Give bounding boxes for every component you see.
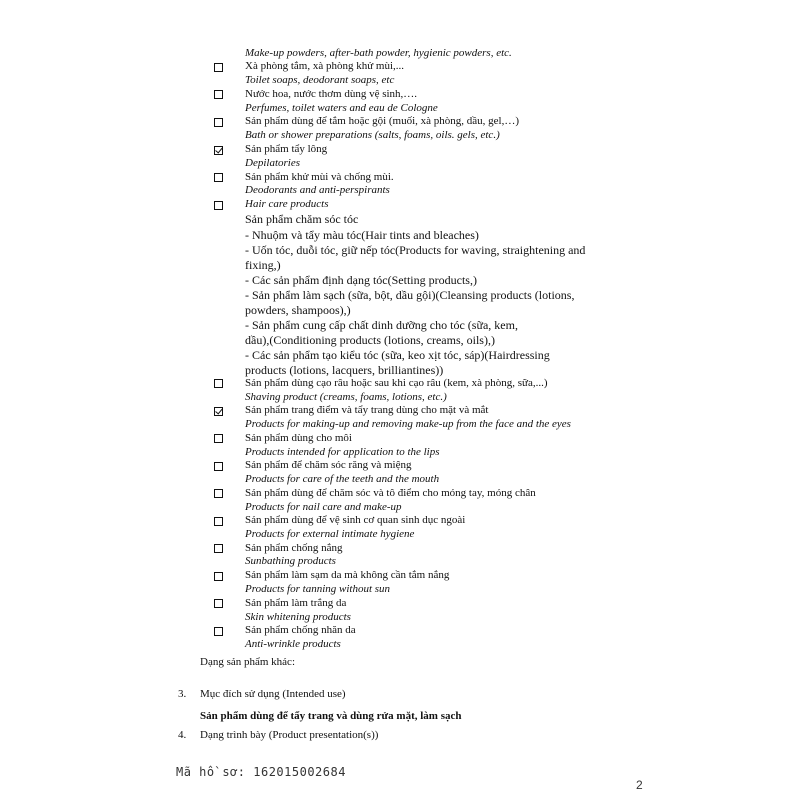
- checkbox-sunbathing[interactable]: [214, 544, 223, 553]
- category-vi: Sản phẩm dùng để chăm sóc và tô điểm cho móng tay, móng chân: [245, 487, 536, 499]
- checkbox-anti-wrinkle[interactable]: [214, 627, 223, 636]
- checkbox-intimate-hygiene[interactable]: [214, 517, 223, 526]
- section-title: Mục đích sử dụng (Intended use): [200, 688, 346, 700]
- dossier-code: Mã hồ sơ: 162015002684: [176, 765, 346, 779]
- checkbox-bath-shower[interactable]: [214, 118, 223, 127]
- category-vi: Sản phẩm dùng để vệ sinh cơ quan sinh dục ngoài: [245, 514, 466, 526]
- section-number: 3.: [178, 688, 187, 700]
- checkbox-deodorants[interactable]: [214, 173, 223, 182]
- category-en: Anti-wrinkle products: [245, 638, 341, 650]
- category-en: Products for care of the teeth and the mouth: [245, 473, 440, 485]
- category-en: Products for tanning without sun: [245, 583, 391, 595]
- checkbox-hair-care[interactable]: [214, 201, 223, 210]
- category-en: Sunbathing products: [245, 555, 336, 567]
- category-vi: Xà phòng tắm, xà phòng khử mùi,...: [245, 60, 405, 72]
- other-forms-label: Dạng sản phẩm khác:: [200, 656, 295, 668]
- section-number: 4.: [178, 729, 187, 741]
- category-en: Perfumes, toilet waters and eau de Cologne: [245, 102, 438, 114]
- checkbox-make-up-removal[interactable]: [214, 407, 223, 416]
- category-en: Depilatories: [245, 157, 300, 169]
- category-en: Toilet soaps, deodorant soaps, etc: [245, 74, 395, 86]
- category-vi: Sản phẩm chống nắng: [245, 542, 343, 554]
- checkbox-perfumes[interactable]: [214, 90, 223, 99]
- category-vi: Sản phẩm làm trắng da: [245, 597, 347, 609]
- category-en: Bath or shower preparations (salts, foams, oils. gels, etc.): [245, 129, 500, 141]
- checkbox-tanning[interactable]: [214, 572, 223, 581]
- checkbox-nail-care[interactable]: [214, 489, 223, 498]
- category-en: Skin whitening products: [245, 611, 351, 623]
- category-vi: Sản phẩm để chăm sóc răng và miệng: [245, 459, 412, 471]
- category-en: Deodorants and anti-perspirants: [245, 184, 390, 196]
- category-vi: Sản phẩm dùng cho môi: [245, 432, 352, 444]
- category-vi: Sản phẩm chống nhăn da: [245, 624, 356, 636]
- checkbox-lips[interactable]: [214, 434, 223, 443]
- category-en: Products for nail care and make-up: [245, 501, 402, 513]
- category-vi: Sản phẩm tẩy lông: [245, 143, 328, 155]
- category-vi: Sản phẩm làm sạm da mà không cần tắm nắng: [245, 569, 450, 581]
- hair-subitem: - Các sản phẩm định dạng tóc(Setting products,): [245, 273, 477, 287]
- intended-use-answer: Sản phẩm dùng để tẩy trang và dùng rửa mặt, làm sạch: [200, 710, 462, 722]
- checkbox-toilet-soaps[interactable]: [214, 63, 223, 72]
- hair-subitem: - Nhuộm và tẩy màu tóc(Hair tints and bleaches): [245, 228, 479, 242]
- checkbox-shaving[interactable]: [214, 379, 223, 388]
- category-vi: Sản phẩm trang điểm và tẩy trang dùng cho mặt và mắt: [245, 404, 489, 416]
- category-en: Products for external intimate hygiene: [245, 528, 415, 540]
- category-en: Products for making-up and removing make-up from the face and the eyes: [245, 418, 571, 430]
- hair-subitem: fixing,): [245, 258, 281, 272]
- hair-subitem: - Sản phẩm cung cấp chất dinh dưỡng cho tóc (sữa, kem,: [245, 318, 518, 332]
- hair-subitem: powders, shampoos),): [245, 303, 351, 317]
- hair-subitem: - Uốn tóc, duỗi tóc, giữ nếp tóc(Products for waving, straightening and: [245, 243, 586, 257]
- category-vi: Sản phẩm dùng để tắm hoặc gội (muối, xà phòng, dầu, gel,…): [245, 115, 520, 127]
- hair-subitem: - Sản phẩm làm sạch (sữa, bột, dầu gội)(Cleansing products (lotions,: [245, 288, 575, 302]
- section-title: Dạng trình bày (Product presentation(s)): [200, 729, 379, 741]
- intro-line: Make-up powders, after-bath powder, hygienic powders, etc.: [245, 47, 512, 59]
- hair-care-en: Hair care products: [245, 198, 329, 210]
- hair-subitem: - Các sản phẩm tạo kiểu tóc (sữa, keo xịt tóc, sáp)(Hairdressing: [245, 348, 550, 362]
- hair-subitem: dầu),(Conditioning products (lotions, creams, oils),): [245, 333, 495, 347]
- checkbox-depilatories[interactable]: [214, 146, 223, 155]
- hair-care-vi: Sản phẩm chăm sóc tóc: [245, 212, 359, 226]
- category-en: Shaving product (creams, foams, lotions, etc.): [245, 391, 447, 403]
- checkbox-skin-whitening[interactable]: [214, 599, 223, 608]
- category-en: Products intended for application to the lips: [245, 446, 440, 458]
- category-vi: Sản phẩm dùng cạo râu hoặc sau khi cạo râu (kem, xà phòng, sữa,...): [245, 377, 548, 389]
- page-number: 2: [636, 778, 643, 792]
- category-vi: Sản phẩm khử mùi và chống mùi.: [245, 171, 394, 183]
- hair-subitem: products (lotions, lacquers, brilliantines)): [245, 363, 444, 377]
- category-vi: Nước hoa, nước thơm dùng vệ sinh,….: [245, 88, 418, 100]
- checkbox-teeth-mouth[interactable]: [214, 462, 223, 471]
